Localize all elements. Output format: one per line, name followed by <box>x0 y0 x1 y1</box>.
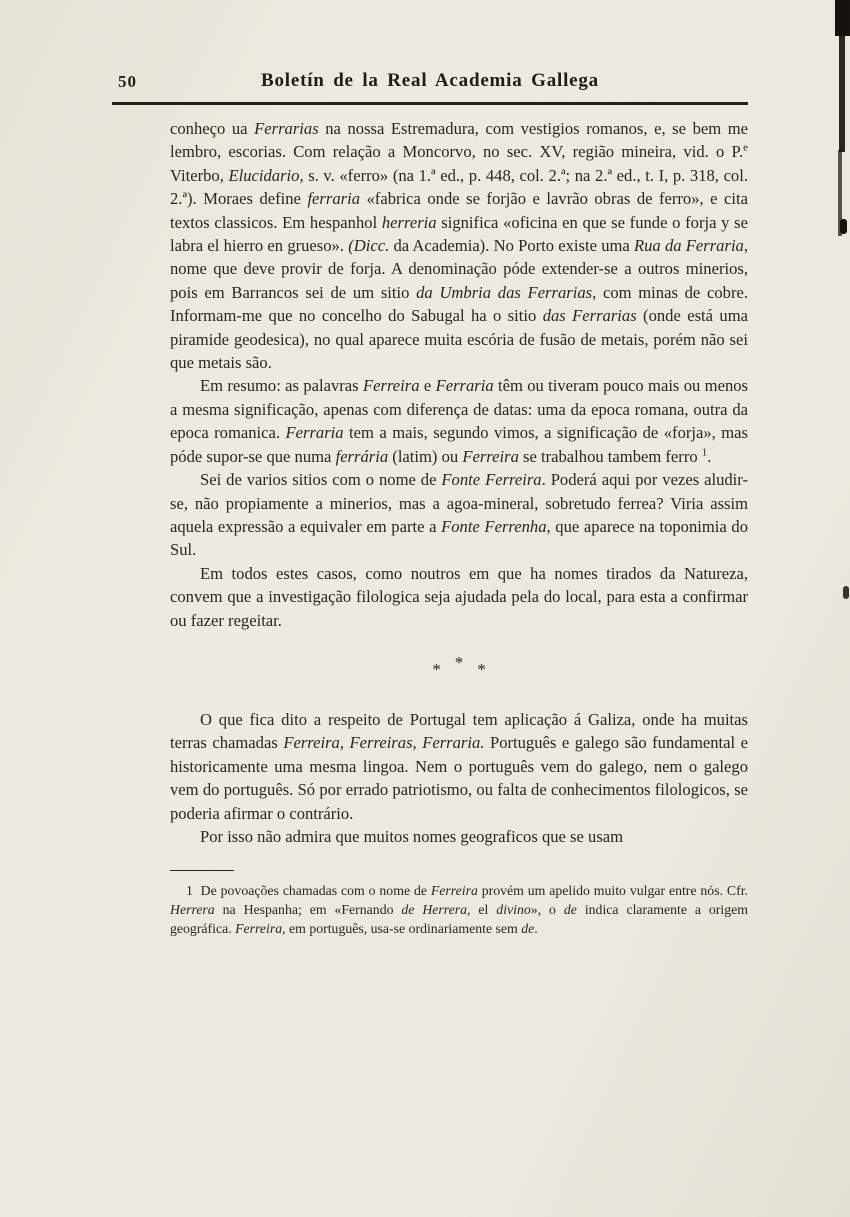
footnote-rule <box>170 870 234 871</box>
asterisk: * <box>477 659 486 679</box>
header-title: Boletín de la Real Academia Gallega <box>260 70 599 91</box>
paragraph: Sei de varios sitios com o nome de Fonte Ferreira. Poderá aqui por vezes aludir-se, não propiamente a minerios, mas a agoa-mineral, sobretudo ferrea? Viria assim aquela expressão a equivaler em parte a Fonte Ferrenha, que aparece na toponimia do Sul. <box>170 470 748 560</box>
page-number: 50 <box>118 72 137 91</box>
footnote: 1 De povoações chamadas com o nome de Ferreira provém um apelido muito vulgar entre nós. Cfr. Herrera na Hespanha; em «Fernando de Herrera, el divino», o de indica claramente a origem geográfica. Ferreira, em português, usa-se ordinariamente sem de. <box>170 883 748 937</box>
section-separator <box>170 652 748 684</box>
scan-artifact-speck <box>840 219 847 234</box>
paragraph: O que fica dito a respeito de Portugal tem aplicação á Galiza, onde ha muitas terras chamadas Ferreira, Ferreiras, Ferraria. Português e galego são fundamental e historicamente uma mesma lingoa. Nem o português vem do galego, nem o galego vem do português. Só por errado patriotismo, ou falta de conhecimentos filologicos, se poderia afirmar o contrário. <box>170 709 748 823</box>
page-body <box>170 117 748 938</box>
scan-artifact-streak <box>839 0 845 152</box>
scan-artifact-speck <box>843 586 849 599</box>
header-row <box>112 70 748 96</box>
paragraph-continuation: conheço ua Ferrarias na nossa Estremadura, com vestigios romanos, e, se bem me lembro, escorias. Com relação a Moncorvo, no sec. XV, região mineira, vid. o P.$^e$ Viterbo, Elucidario, s. v. «ferro» (na 1.ª ed., p. 448, col. 2.ª; na 2.ª ed., t. I, p. 318, col. 2.ª). Moraes define ferraria «fabrica onde se forjão e lavrão obras de ferro», e cita textos classicos. Em hespanhol herreria significa «oficina en que se funde o forja y se labra el hierro en grueso». (Dicc. da Academia). No Porto existe uma Rua da Ferraria, nome que deve provir de forja. A denominação póde extender-se a outros minerios, pois em Barrancos sei de um sitio da Umbria das Ferrarias, com minas de cobre. Informam-me que no concelho do Sabugal ha o sitio das Ferrarias (onde está uma piramide geodesica), no qual aparece muita escória de fusão de metais, porém não sei que metais são. <box>170 119 749 373</box>
header-rule <box>112 102 748 105</box>
asterisk: * <box>432 659 441 679</box>
paragraph: Em todos estes casos, como noutros em que ha nomes tirados da Natureza, convem que a investigação filologica seja ajudada pela do local, para esta a confirmar ou fazer regeitar. <box>170 563 748 630</box>
page-header <box>112 70 748 105</box>
asterisk: * <box>454 652 464 672</box>
paragraph: Em resumo: as palavras Ferreira e Ferraria têm ou tiveram pouco mais ou menos a mesma significação, apenas com diferença de datas: uma da epoca romana, outra da epoca romanica. Ferraria tem a mais, segundo vimos, a significação de «forja», mas póde supor-se que numa ferrária (latim) ou Ferreira se trabalhou tambem ferro $^1$. <box>170 376 749 466</box>
paragraph: Por isso não admira que muitos nomes geograficos que se usam <box>200 826 624 846</box>
